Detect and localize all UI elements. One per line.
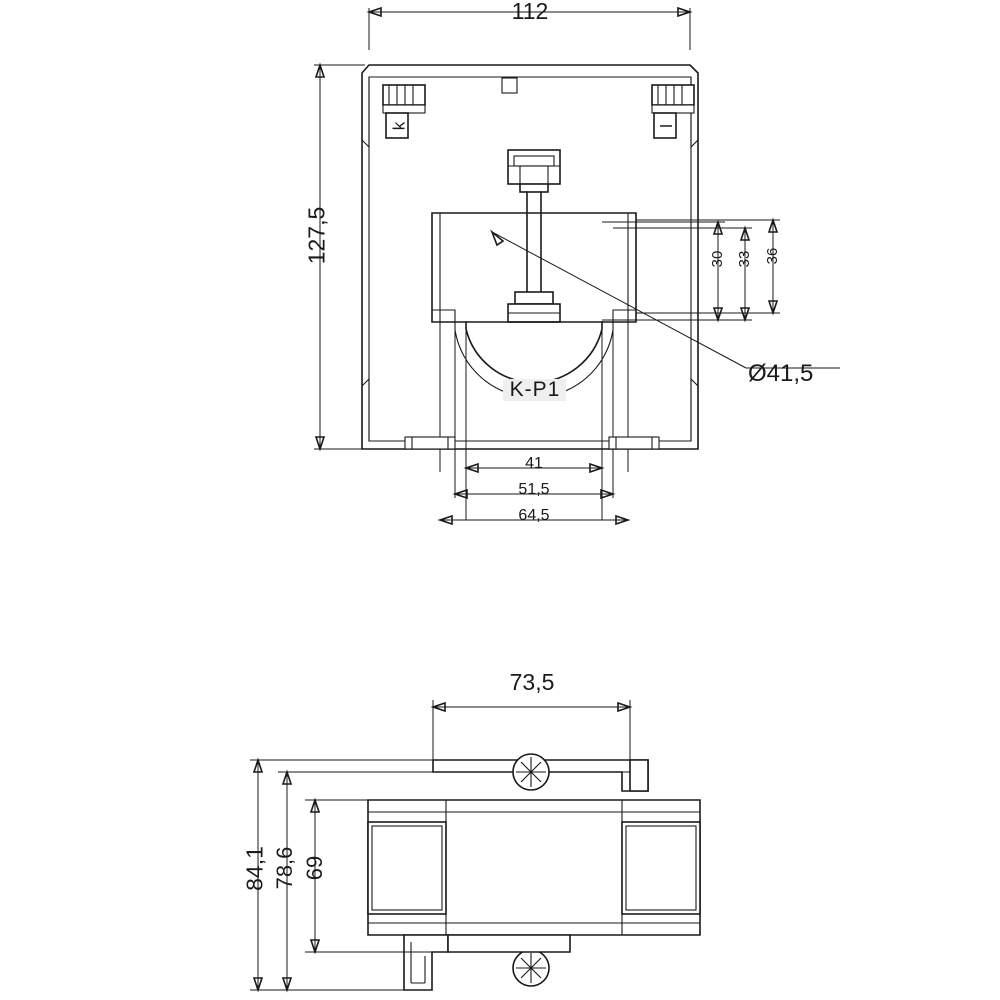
screw-bottom — [513, 950, 549, 986]
dim-label-645: 64,5 — [518, 507, 550, 524]
dim-label-bore-diameter: Ø41,5 — [748, 360, 814, 387]
dim-label-786: 78,6 — [272, 846, 297, 890]
product-label: K-P1 — [509, 378, 561, 401]
terminal-label-k: k — [389, 121, 408, 130]
dim-label-515: 51,5 — [518, 481, 550, 498]
screw-top — [513, 754, 549, 790]
dim-label-41: 41 — [525, 455, 543, 472]
front-view-geometry — [362, 65, 840, 520]
dim-label-841: 84,1 — [241, 846, 268, 891]
terminal-label-l: l — [657, 123, 676, 128]
dim-label-height-1275: 127,5 — [303, 206, 330, 265]
dim-label-69: 69 — [302, 855, 327, 881]
dim-label-735: 73,5 — [509, 669, 555, 695]
dim-label-width-112: 112 — [511, 0, 549, 24]
dim-label-30: 30 — [709, 250, 726, 268]
dim-label-36: 36 — [764, 247, 781, 265]
center-clamp-bottom — [508, 292, 560, 322]
dim-label-33: 33 — [736, 250, 753, 268]
